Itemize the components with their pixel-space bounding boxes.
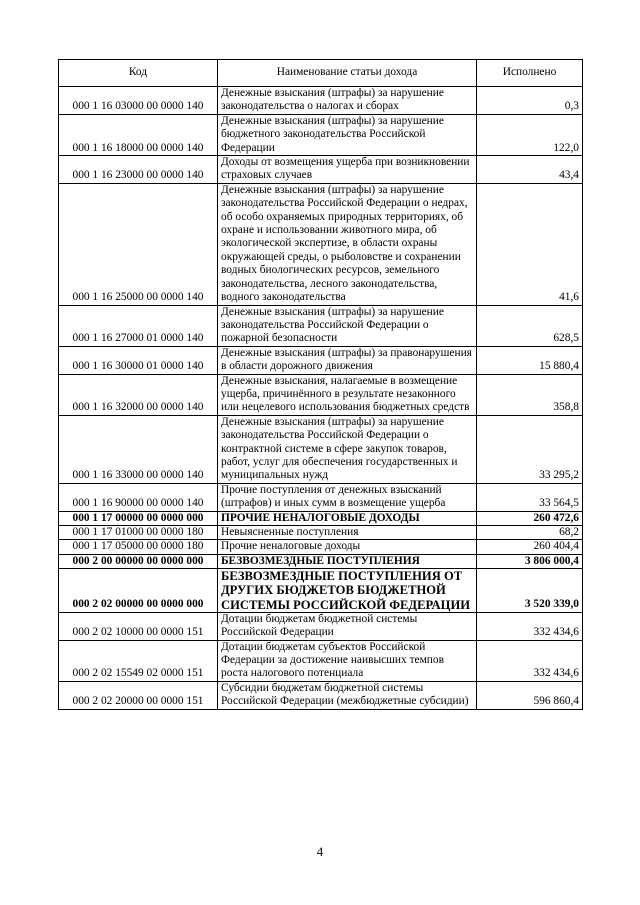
table-row [59, 346, 583, 374]
table-row [59, 526, 583, 540]
row-name: Денежные взыскания (штрафы) за нарушение законодательства Российской Федерации о контрактной системе в сфере закупок товаров, работ, услуг для обеспечения государственных и муниципальных нужд [218, 415, 477, 483]
row-amount: 15 880,4 [477, 346, 583, 374]
header-amount: Исполнено [477, 60, 583, 87]
row-amount: 3 806 000,4 [477, 554, 583, 568]
row-name: БЕЗВОЗМЕЗДНЫЕ ПОСТУПЛЕНИЯ ОТ ДРУГИХ БЮДЖЕТОВ БЮДЖЕТНОЙ СИСТЕМЫ РОССИЙСКОЙ ФЕДЕРАЦИИ [218, 569, 477, 613]
row-code: 000 2 02 20000 00 0000 151 [59, 681, 218, 709]
table-row [59, 569, 583, 613]
row-amount: 33 295,2 [477, 415, 583, 483]
table-header-row [59, 60, 583, 87]
row-code: 000 1 16 25000 00 0000 140 [59, 183, 218, 305]
header-name: Наименование статьи дохода [218, 60, 477, 87]
table-row [59, 681, 583, 709]
row-code: 000 1 16 27000 01 0000 140 [59, 305, 218, 346]
row-amount: 68,2 [477, 526, 583, 540]
row-code: 000 1 16 23000 00 0000 140 [59, 156, 218, 184]
row-code: 000 2 02 15549 02 0000 151 [59, 640, 218, 681]
row-amount: 33 564,5 [477, 483, 583, 511]
table-row [59, 554, 583, 568]
row-code: 000 1 16 33000 00 0000 140 [59, 415, 218, 483]
table-row [59, 183, 583, 305]
revenue-table [58, 59, 583, 710]
row-name: Доходы от возмещения ущерба при возникновении страховых случаев [218, 156, 477, 184]
table-row [59, 114, 583, 155]
row-code: 000 1 17 05000 00 0000 180 [59, 540, 218, 554]
row-amount: 358,8 [477, 374, 583, 415]
row-name: ПРОЧИЕ НЕНАЛОГОВЫЕ ДОХОДЫ [218, 511, 477, 525]
table-row [59, 483, 583, 511]
table-row [59, 612, 583, 640]
row-name: Дотации бюджетам субъектов Российской Федерации за достижение наивысших темпов роста налогового потенциала [218, 640, 477, 681]
table-row [59, 305, 583, 346]
table-row [59, 156, 583, 184]
row-code: 000 2 02 00000 00 0000 000 [59, 569, 218, 613]
row-name: Прочие поступления от денежных взысканий (штрафов) и иных сумм в возмещение ущерба [218, 483, 477, 511]
table-body [59, 87, 583, 710]
row-name: Невыясненные поступления [218, 526, 477, 540]
row-code: 000 1 16 03000 00 0000 140 [59, 87, 218, 115]
row-name: Денежные взыскания (штрафы) за нарушение бюджетного законодательства Российской Федерации [218, 114, 477, 155]
row-code: 000 1 16 32000 00 0000 140 [59, 374, 218, 415]
row-code: 000 1 16 90000 00 0000 140 [59, 483, 218, 511]
row-code: 000 2 00 00000 00 0000 000 [59, 554, 218, 568]
row-name: Денежные взыскания (штрафы) за нарушение законодательства Российской Федерации о недрах, об особо охраняемых природных территориях, об охране и использовании животного мира, об экологической экспертизе, в области охраны окружающей среды, о рыболовстве и сохранении водных биологических ресурсов, земельного законодательства, лесного законодательства, водного законодательства [218, 183, 477, 305]
row-name: Денежные взыскания (штрафы) за нарушение законодательства о налогах и сборах [218, 87, 477, 115]
row-name: Субсидии бюджетам бюджетной системы Российской Федерации (межбюджетные субсидии) [218, 681, 477, 709]
row-code: 000 1 16 30000 01 0000 140 [59, 346, 218, 374]
row-amount: 41,6 [477, 183, 583, 305]
row-code: 000 1 17 00000 00 0000 000 [59, 511, 218, 525]
row-code: 000 1 16 18000 00 0000 140 [59, 114, 218, 155]
header-code: Код [59, 60, 218, 87]
table-row [59, 415, 583, 483]
row-amount: 332 434,6 [477, 640, 583, 681]
row-amount: 122,0 [477, 114, 583, 155]
row-name: Денежные взыскания (штрафы) за правонарушения в области дорожного движения [218, 346, 477, 374]
table-row [59, 511, 583, 525]
row-name: Прочие неналоговые доходы [218, 540, 477, 554]
row-amount: 260 404,4 [477, 540, 583, 554]
row-amount: 332 434,6 [477, 612, 583, 640]
row-amount: 260 472,6 [477, 511, 583, 525]
row-code: 000 2 02 10000 00 0000 151 [59, 612, 218, 640]
row-amount: 0,3 [477, 87, 583, 115]
row-name: БЕЗВОЗМЕЗДНЫЕ ПОСТУПЛЕНИЯ [218, 554, 477, 568]
row-amount: 3 520 339,0 [477, 569, 583, 613]
row-amount: 596 860,4 [477, 681, 583, 709]
page-number: 4 [316, 844, 324, 859]
table-row [59, 87, 583, 115]
row-amount: 43,4 [477, 156, 583, 184]
table-row [59, 640, 583, 681]
table-row [59, 374, 583, 415]
row-amount: 628,5 [477, 305, 583, 346]
row-name: Денежные взыскания, налагаемые в возмещение ущерба, причинённого в результате незаконного или нецелевого использования бюджетных средств [218, 374, 477, 415]
table-row [59, 540, 583, 554]
row-name: Дотации бюджетам бюджетной системы Российской Федерации [218, 612, 477, 640]
row-name: Денежные взыскания (штрафы) за нарушение законодательства Российской Федерации о пожарной безопасности [218, 305, 477, 346]
row-code: 000 1 17 01000 00 0000 180 [59, 526, 218, 540]
